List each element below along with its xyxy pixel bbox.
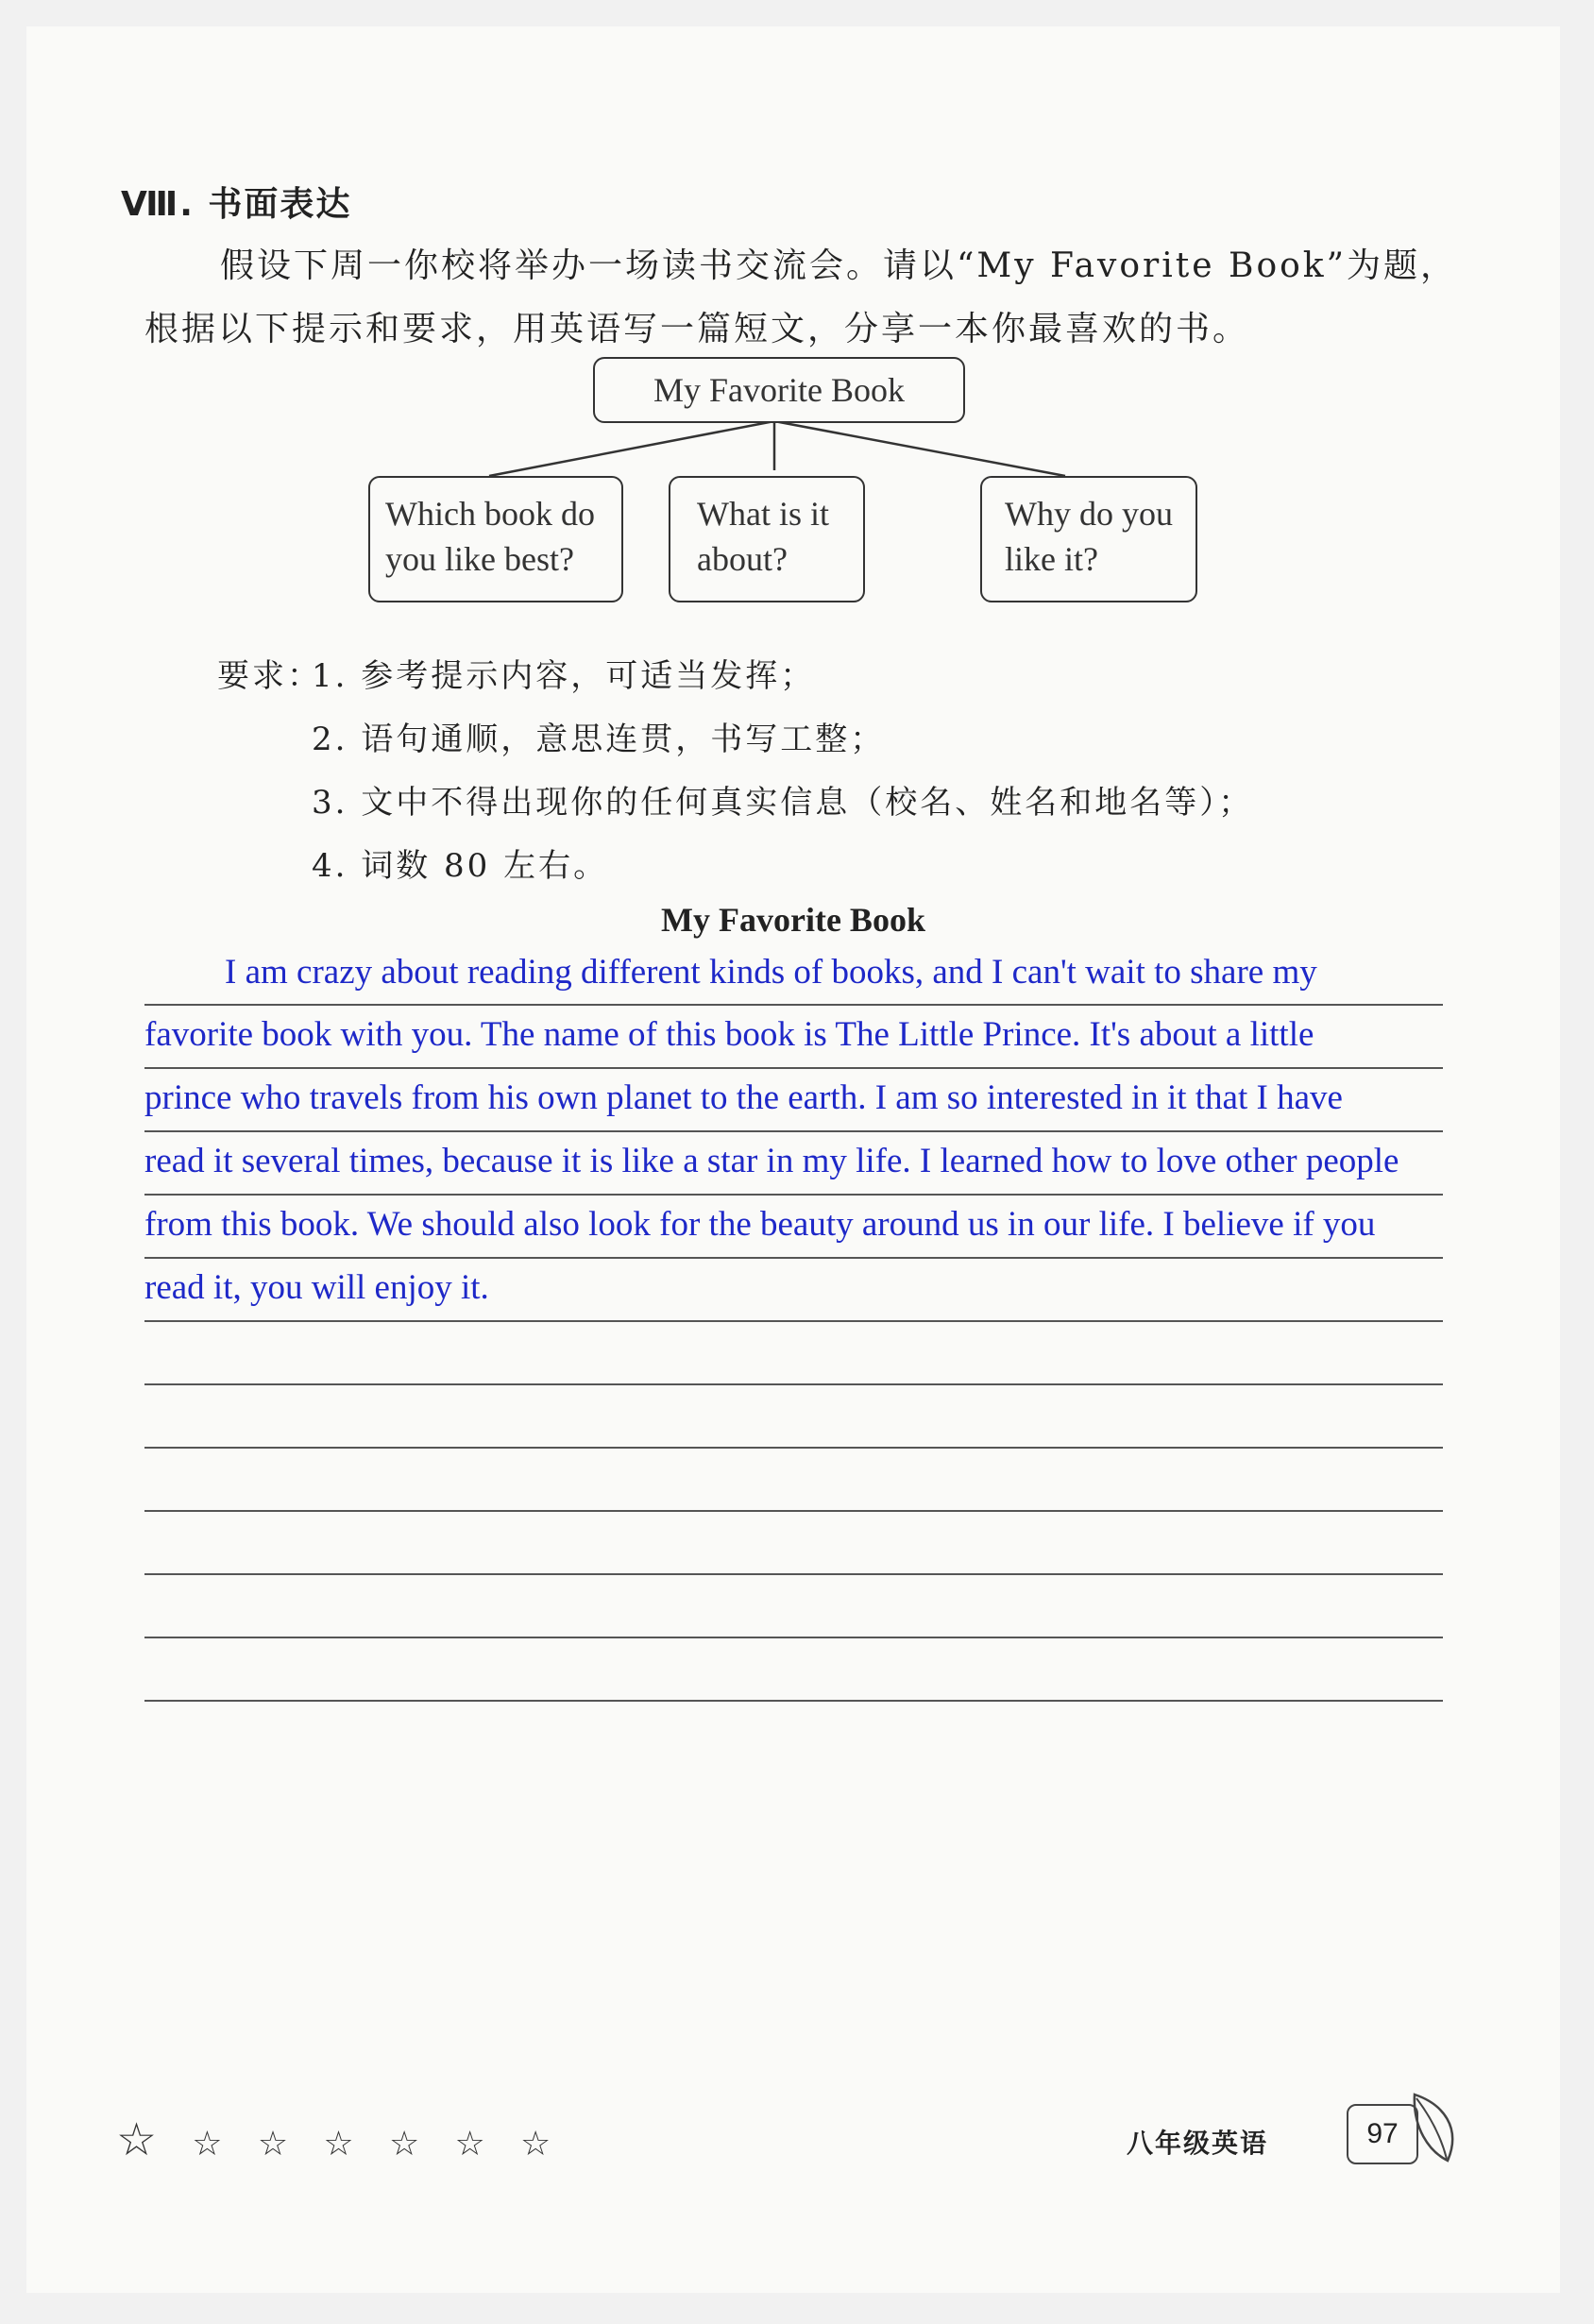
ruled-line <box>144 1130 1443 1132</box>
ruled-line <box>144 1194 1443 1196</box>
prompt-line-1: 假设下周一你校将举办一场读书交流会。请以“My Favorite Book”为题， <box>220 246 1458 285</box>
essay-title: My Favorite Book <box>661 901 925 939</box>
ruled-line <box>144 1004 1443 1006</box>
ruled-line <box>144 1257 1443 1259</box>
requirement-2: 2. 语句通顺，意思连贯，书写工整； <box>312 721 886 758</box>
ruled-line <box>144 1447 1443 1449</box>
diagram-child-box-3 <box>980 476 1197 602</box>
ruled-line <box>144 1067 1443 1069</box>
requirement-4: 4. 词数 80 左右。 <box>312 847 609 885</box>
diagram-root-box <box>593 357 965 423</box>
star-rating-decoration <box>116 2113 571 2166</box>
diagram-child-box-2 <box>669 476 865 602</box>
section-title: Ⅷ. 书面表达 <box>121 185 352 224</box>
requirement-1: 1. 参考提示内容，可适当发挥； <box>312 657 816 695</box>
essay-line-2: favorite book with you. The name of this book is The Little Prince. It's about a little <box>144 1015 1314 1054</box>
requirements-label: 要求： <box>217 657 322 695</box>
star-icon: ☆ <box>388 2125 420 2163</box>
book-grade-label: 八年级英语 <box>1127 2128 1269 2159</box>
worksheet-page <box>26 26 1560 2293</box>
star-icon: ☆ <box>116 2113 158 2166</box>
diagram-child-label-2: What is it about? <box>697 495 829 578</box>
diagram-root-label: My Favorite Book <box>653 371 905 409</box>
ruled-line <box>144 1573 1443 1575</box>
prompt-line-2: 根据以下提示和要求，用英语写一篇短文，分享一本你最喜欢的书。 <box>144 310 1250 348</box>
ruled-line <box>144 1510 1443 1512</box>
star-icon: ☆ <box>257 2125 289 2163</box>
essay-line-6: read it, you will enjoy it. <box>144 1268 489 1307</box>
diagram-child-label-3: Why do you like it? <box>1005 495 1173 578</box>
diagram-child-label-1: Which book do you like best? <box>385 495 595 578</box>
star-icon: ☆ <box>454 2125 485 2163</box>
essay-line-5: from this book. We should also look for the beauty around us in our life. I believe if you <box>144 1205 1376 1244</box>
essay-line-4: read it several times, because it is like a star in my life. I learned how to love other people <box>144 1142 1399 1180</box>
star-icon: ☆ <box>192 2125 223 2163</box>
requirement-3: 3. 文中不得出现你的任何真实信息（校名、姓名和地名等）； <box>312 784 1254 822</box>
page-number: 97 <box>1347 2104 1418 2164</box>
essay-line-3: prince who travels from his own planet to the earth. I am so interested in it that I have <box>144 1078 1343 1117</box>
ruled-line <box>144 1383 1443 1385</box>
ruled-line <box>144 1637 1443 1638</box>
ruled-line <box>144 1700 1443 1702</box>
leaf-icon <box>1405 2085 1471 2170</box>
essay-line-1: I am crazy about reading different kinds of books, and I can't wait to share my <box>225 953 1317 992</box>
diagram-child-box-1 <box>368 476 623 602</box>
ruled-line <box>144 1320 1443 1322</box>
star-icon: ☆ <box>520 2125 551 2163</box>
star-icon: ☆ <box>323 2125 354 2163</box>
